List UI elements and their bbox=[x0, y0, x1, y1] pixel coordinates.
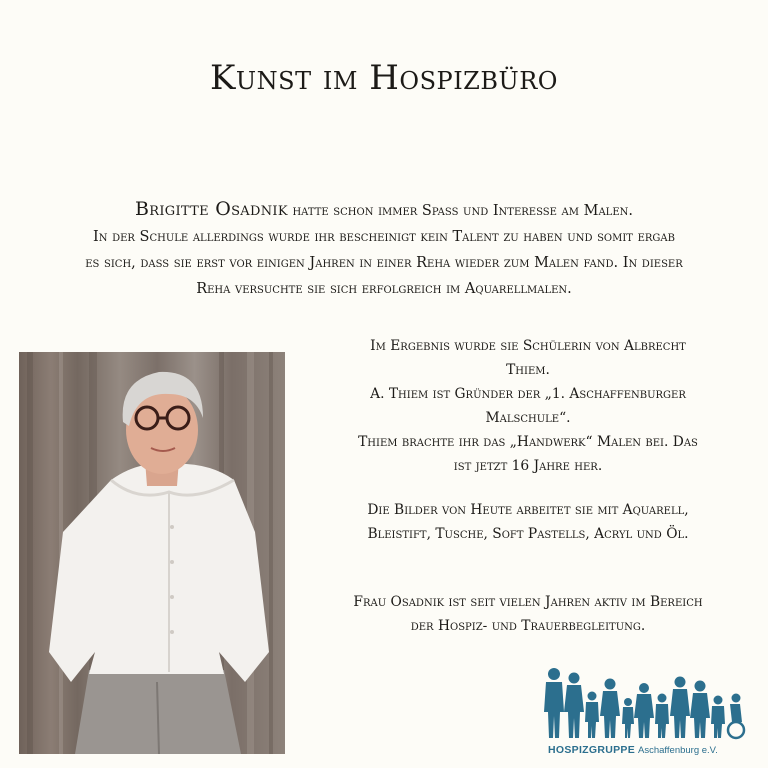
bio-paragraph-2 bbox=[318, 498, 738, 546]
intro-line-3: es sich, dass sie erst vor einigen Jahren in einer Reha wieder zum Malen fand. In dieser bbox=[85, 255, 683, 271]
bio-line: ist jetzt 16 Jahre her. bbox=[453, 458, 603, 474]
page-title: Kunst im Hospizbüro bbox=[210, 58, 558, 98]
logo-name: HOSPIZGRUPPE bbox=[548, 744, 636, 756]
intro-line-1 bbox=[20, 196, 748, 224]
bio-line: Im Ergebnis wurde sie Schülerin von Albrecht bbox=[370, 338, 686, 354]
bio-line: der Hospiz- und Trauerbegleitung. bbox=[410, 618, 646, 634]
bio-line: Frau Osadnik ist seit vielen Jahren aktiv im Bereich bbox=[353, 594, 703, 610]
bio-paragraph-3 bbox=[318, 590, 738, 638]
logo-suffix: Aschaffenburg e.V. bbox=[638, 745, 718, 756]
bio-line: Bleistift, Tusche, Soft Pastells, Acryl und Öl. bbox=[367, 526, 689, 542]
artist-name: Brigitte Osadnik bbox=[135, 198, 288, 220]
portrait-photo bbox=[19, 352, 285, 754]
portrait-illustration bbox=[19, 352, 285, 754]
hospizgruppe-logo bbox=[540, 664, 748, 760]
logo-text bbox=[548, 744, 718, 756]
intro-line-4: Reha versuchte sie sich erfolgreich im Aquarellmalen. bbox=[196, 281, 572, 297]
bio-line: A. Thiem ist Gründer der „1. Aschaffenburger bbox=[370, 386, 686, 402]
bio-line: Thiem brachte ihr das „Handwerk“ Malen bei. Das bbox=[358, 434, 698, 450]
intro-first-line-text: hatte schon immer Spass und Interesse am Malen. bbox=[287, 203, 633, 219]
family-silhouettes-icon bbox=[540, 664, 748, 742]
bio-line: Die Bilder von Heute arbeitet sie mit Aquarell, bbox=[367, 502, 689, 518]
bio-line: Malschule“. bbox=[485, 410, 571, 426]
bio-paragraph-1 bbox=[318, 334, 738, 478]
intro-line-2: In der Schule allerdings wurde ihr bescheinigt kein Talent zu haben und somit ergab bbox=[93, 229, 675, 245]
intro-paragraph bbox=[20, 196, 748, 302]
bio-line: Thiem. bbox=[506, 362, 550, 378]
